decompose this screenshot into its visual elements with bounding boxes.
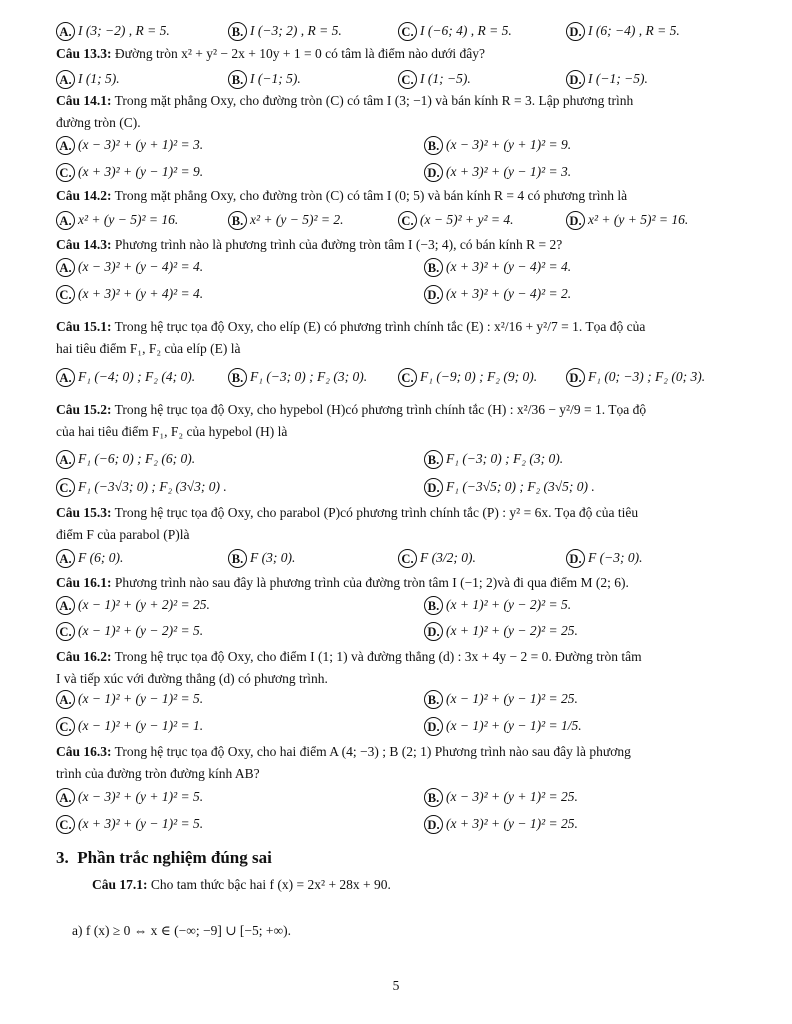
question-label: Câu 13.3: [56, 46, 112, 61]
option-text: x² + (y + 5)² = 16. [588, 212, 689, 227]
option-text: I (−6; 4) , R = 5. [420, 23, 512, 38]
option-letter-circle: C. [398, 211, 417, 230]
question-text: Trong mặt phẳng Oxy, cho đường tròn (C) có tâm I (3; −1) và bán kính R = 3. Lập phương trình [111, 93, 634, 108]
option-letter-circle: A. [56, 136, 75, 155]
option-text: I (3; −2) , R = 5. [78, 23, 170, 38]
option-letter-circle: B. [424, 596, 443, 615]
option-d[interactable] [566, 368, 705, 387]
option-a[interactable] [56, 22, 170, 41]
option-text: (x − 1)² + (y − 1)² = 1. [78, 718, 204, 733]
question-14-1 [56, 92, 732, 109]
question-15-3 [56, 504, 732, 521]
option-text: (x + 3)² + (y − 4)² = 4. [446, 259, 572, 274]
question-13-3 [56, 45, 732, 62]
question-text-continued: đường tròn (C). [56, 115, 141, 130]
option-text: I (−1; −5). [588, 71, 648, 86]
option-d[interactable] [424, 815, 578, 834]
option-b[interactable] [424, 596, 571, 615]
option-d[interactable] [566, 22, 680, 41]
option-letter-circle: B. [424, 690, 443, 709]
option-text: F₁ (−3; 0) ; F₂ (3; 0). [446, 451, 564, 466]
question-text: Trong mặt phẳng Oxy, cho đường tròn (C) có tâm I (0; 5) và bán kính R = 4 có phương trình là [111, 188, 628, 203]
option-letter-circle: A. [56, 22, 75, 41]
option-d[interactable] [566, 70, 648, 89]
option-a[interactable] [56, 549, 123, 568]
question-14-1-line2 [56, 114, 732, 131]
question-text: Trong hệ trục tọa độ Oxy, cho hypebol (H)có phương trình chính tắc (H) : x²/36 − y²/9 = 1. Tọa độ [111, 402, 647, 417]
option-c[interactable] [398, 549, 476, 568]
option-text: (x + 3)² + (y − 1)² = 5. [78, 816, 204, 831]
option-letter-circle: D. [566, 549, 585, 568]
option-text: (x + 3)² + (y − 1)² = 9. [78, 164, 204, 179]
question-text: Trong hệ trục tọa độ Oxy, cho hai điểm A (4; −3) ; B (2; 1) Phương trình nào sau đây là phương [111, 744, 631, 759]
option-letter-circle: C. [398, 70, 417, 89]
question-text-continued: hai tiêu điểm F₁, F₂ của elíp (E) là [56, 341, 241, 356]
option-letter-circle: C. [56, 285, 75, 304]
option-c[interactable] [56, 478, 227, 497]
option-text: (x + 3)² + (y − 4)² = 2. [446, 286, 572, 301]
option-b[interactable] [424, 788, 578, 807]
question-text: Trong hệ trục tọa độ Oxy, cho parabol (P)có phương trình chính tắc (P) : y² = 6x. Tọa độ của tiêu [111, 505, 639, 520]
question-text: Trong hệ trục tọa độ Oxy, cho điểm I (1; 1) và đường thẳng (d) : 3x + 4y − 2 = 0. Đường tròn tâm [111, 649, 642, 664]
option-letter-circle: D. [566, 211, 585, 230]
question-text-continued: I và tiếp xúc với đường thẳng (d) có phương trình. [56, 671, 328, 686]
option-text: F₁ (−9; 0) ; F₂ (9; 0). [420, 369, 538, 384]
option-c[interactable] [398, 211, 514, 230]
option-a[interactable] [56, 211, 178, 230]
option-letter-circle: A. [56, 368, 75, 387]
question-14-2 [56, 187, 732, 204]
option-text: (x + 3)² + (y − 1)² = 3. [446, 164, 572, 179]
option-letter-circle: A. [56, 549, 75, 568]
option-letter-circle: D. [424, 717, 443, 736]
question-label: Câu 16.1: [56, 575, 112, 590]
option-text: I (6; −4) , R = 5. [588, 23, 680, 38]
option-d[interactable] [566, 211, 688, 230]
option-letter-circle: B. [424, 258, 443, 277]
question-16-2 [56, 648, 732, 665]
option-b[interactable] [424, 258, 571, 277]
question-label: Câu 15.1: [56, 319, 112, 334]
option-text: F₁ (−3√3; 0) ; F₂ (3√3; 0) . [78, 479, 227, 494]
option-text: (x + 3)² + (y + 4)² = 4. [78, 286, 204, 301]
option-letter-circle: C. [56, 815, 75, 834]
question-label: Câu 16.2: [56, 649, 112, 664]
question-label: Câu 16.3: [56, 744, 112, 759]
option-letter-circle: C. [56, 478, 75, 497]
option-letter-circle: C. [56, 622, 75, 641]
option-c[interactable] [398, 22, 512, 41]
option-letter-circle: D. [424, 622, 443, 641]
option-text: (x + 1)² + (y − 2)² = 25. [446, 623, 578, 638]
option-text: F₁ (−4; 0) ; F₂ (4; 0). [78, 369, 196, 384]
option-c[interactable] [398, 368, 537, 387]
option-b[interactable] [228, 549, 295, 568]
question-15-3-line2 [56, 526, 732, 543]
option-b[interactable] [228, 211, 344, 230]
question-text: Phương trình nào là phương trình của đường tròn tâm I (−3; 4), có bán kính R = 2? [111, 237, 563, 252]
option-letter-circle: D. [566, 22, 585, 41]
option-text: (x + 3)² + (y − 1)² = 25. [446, 816, 578, 831]
option-letter-circle: D. [424, 478, 443, 497]
option-b[interactable] [424, 136, 571, 155]
option-text: (x − 5)² + y² = 4. [420, 212, 514, 227]
question-17-1-a: a) f (x) ≥ 0 ⇔ x ∈ (−∞; −9] ∪ [−5; +∞). [72, 923, 291, 938]
option-a[interactable] [56, 690, 203, 709]
option-letter-circle: A. [56, 258, 75, 277]
option-d[interactable] [424, 163, 571, 182]
option-c[interactable] [56, 622, 203, 641]
option-text: (x − 1)² + (y − 2)² = 5. [78, 623, 204, 638]
option-letter-circle: C. [398, 368, 417, 387]
question-15-2 [56, 401, 732, 418]
option-text: F₁ (−6; 0) ; F₂ (6; 0). [78, 451, 196, 466]
question-16-2-line2 [56, 670, 732, 687]
question-text-continued: trình của đường tròn đường kính AB? [56, 766, 260, 781]
option-text: (x + 1)² + (y − 2)² = 5. [446, 597, 572, 612]
option-letter-circle: B. [424, 788, 443, 807]
option-text: I (−3; 2) , R = 5. [250, 23, 342, 38]
option-letter-circle: D. [566, 368, 585, 387]
option-a[interactable] [56, 258, 203, 277]
option-d[interactable] [424, 622, 578, 641]
question-text: Trong hệ trục tọa độ Oxy, cho elíp (E) có phương trình chính tắc (E) : x²/16 + y²/7 = 1. Tọa độ của [111, 319, 646, 334]
option-text: (x − 3)² + (y + 1)² = 3. [78, 137, 204, 152]
option-letter-circle: B. [228, 22, 247, 41]
option-letter-circle: A. [56, 450, 75, 469]
question-text: Phương trình nào sau đây là phương trình của đường tròn tâm I (−1; 2)và đi qua điểm M (2; 6). [111, 575, 629, 590]
option-text: F (3; 0). [250, 550, 296, 565]
question-16-3 [56, 743, 732, 760]
option-b[interactable] [228, 368, 367, 387]
option-letter-circle: A. [56, 70, 75, 89]
option-c[interactable] [398, 70, 471, 89]
option-letter-circle: B. [228, 70, 247, 89]
option-letter-circle: C. [398, 22, 417, 41]
option-b[interactable] [228, 70, 301, 89]
option-text: x² + (y − 5)² = 2. [250, 212, 344, 227]
option-a[interactable] [56, 136, 203, 155]
option-text: F (6; 0). [78, 550, 124, 565]
option-d[interactable] [424, 285, 571, 304]
option-d[interactable] [424, 717, 582, 736]
option-text: F (3/2; 0). [420, 550, 476, 565]
page-number: 5 [392, 978, 400, 993]
question-15-2-line2 [56, 423, 732, 440]
option-letter-circle: A. [56, 690, 75, 709]
option-letter-circle: B. [424, 136, 443, 155]
option-letter-circle: B. [424, 450, 443, 469]
option-c[interactable] [56, 717, 203, 736]
option-text: (x − 1)² + (y − 1)² = 1/5. [446, 718, 582, 733]
option-text: (x − 1)² + (y + 2)² = 25. [78, 597, 210, 612]
option-letter-circle: B. [228, 368, 247, 387]
option-letter-circle: D. [424, 285, 443, 304]
question-16-1 [56, 574, 732, 591]
option-letter-circle: C. [56, 717, 75, 736]
option-d[interactable] [566, 549, 642, 568]
question-14-3 [56, 236, 732, 253]
option-c[interactable] [56, 163, 203, 182]
option-text: (x − 1)² + (y − 1)² = 5. [78, 691, 204, 706]
option-text: I (1; −5). [420, 71, 471, 86]
option-text: (x − 3)² + (y + 1)² = 5. [78, 789, 204, 804]
option-text: I (1; 5). [78, 71, 120, 86]
option-text: I (−1; 5). [250, 71, 301, 86]
question-16-3-line2 [56, 765, 732, 782]
option-text: F (−3; 0). [588, 550, 643, 565]
question-text-continued: của hai tiêu điểm F₁, F₂ của hypebol (H) là [56, 424, 288, 439]
option-a[interactable] [56, 368, 195, 387]
option-b[interactable] [424, 450, 563, 469]
question-label: Câu 14.1: [56, 93, 112, 108]
option-text: x² + (y − 5)² = 16. [78, 212, 179, 227]
option-c[interactable] [56, 815, 203, 834]
question-label: Câu 15.3: [56, 505, 112, 520]
section-heading: 3. Phần trắc nghiệm đúng sai [56, 848, 272, 867]
option-text: F₁ (0; −3) ; F₂ (0; 3). [588, 369, 706, 384]
question-text-continued: điểm F của parabol (P)là [56, 527, 190, 542]
option-letter-circle: A. [56, 788, 75, 807]
question-17-1: Câu 17.1: Cho tam thức bậc hai f (x) = 2x² + 28x + 90. [92, 877, 391, 892]
option-c[interactable] [56, 285, 203, 304]
option-text: (x − 3)² + (y − 4)² = 4. [78, 259, 204, 274]
option-letter-circle: A. [56, 596, 75, 615]
option-letter-circle: D. [424, 815, 443, 834]
option-b[interactable] [424, 690, 578, 709]
option-a[interactable] [56, 788, 203, 807]
question-label: Câu 14.3: [56, 237, 112, 252]
question-text: Đường tròn x² + y² − 2x + 10y + 1 = 0 có tâm là điểm nào dưới đây? [111, 46, 486, 61]
option-a[interactable] [56, 70, 120, 89]
option-letter-circle: C. [398, 549, 417, 568]
question-15-1-line2 [56, 340, 732, 357]
option-b[interactable] [228, 22, 342, 41]
option-text: (x − 3)² + (y + 1)² = 9. [446, 137, 572, 152]
option-letter-circle: A. [56, 211, 75, 230]
question-label: Câu 15.2: [56, 402, 112, 417]
question-15-1 [56, 318, 732, 335]
option-letter-circle: D. [424, 163, 443, 182]
option-letter-circle: B. [228, 211, 247, 230]
option-text: F₁ (−3√5; 0) ; F₂ (3√5; 0) . [446, 479, 595, 494]
option-a[interactable] [56, 596, 210, 615]
option-a[interactable] [56, 450, 195, 469]
option-text: (x − 1)² + (y − 1)² = 25. [446, 691, 578, 706]
option-text: F₁ (−3; 0) ; F₂ (3; 0). [250, 369, 368, 384]
option-letter-circle: C. [56, 163, 75, 182]
question-label: Câu 14.2: [56, 188, 112, 203]
option-letter-circle: B. [228, 549, 247, 568]
option-d[interactable] [424, 478, 595, 497]
option-letter-circle: D. [566, 70, 585, 89]
option-text: (x − 3)² + (y + 1)² = 25. [446, 789, 578, 804]
